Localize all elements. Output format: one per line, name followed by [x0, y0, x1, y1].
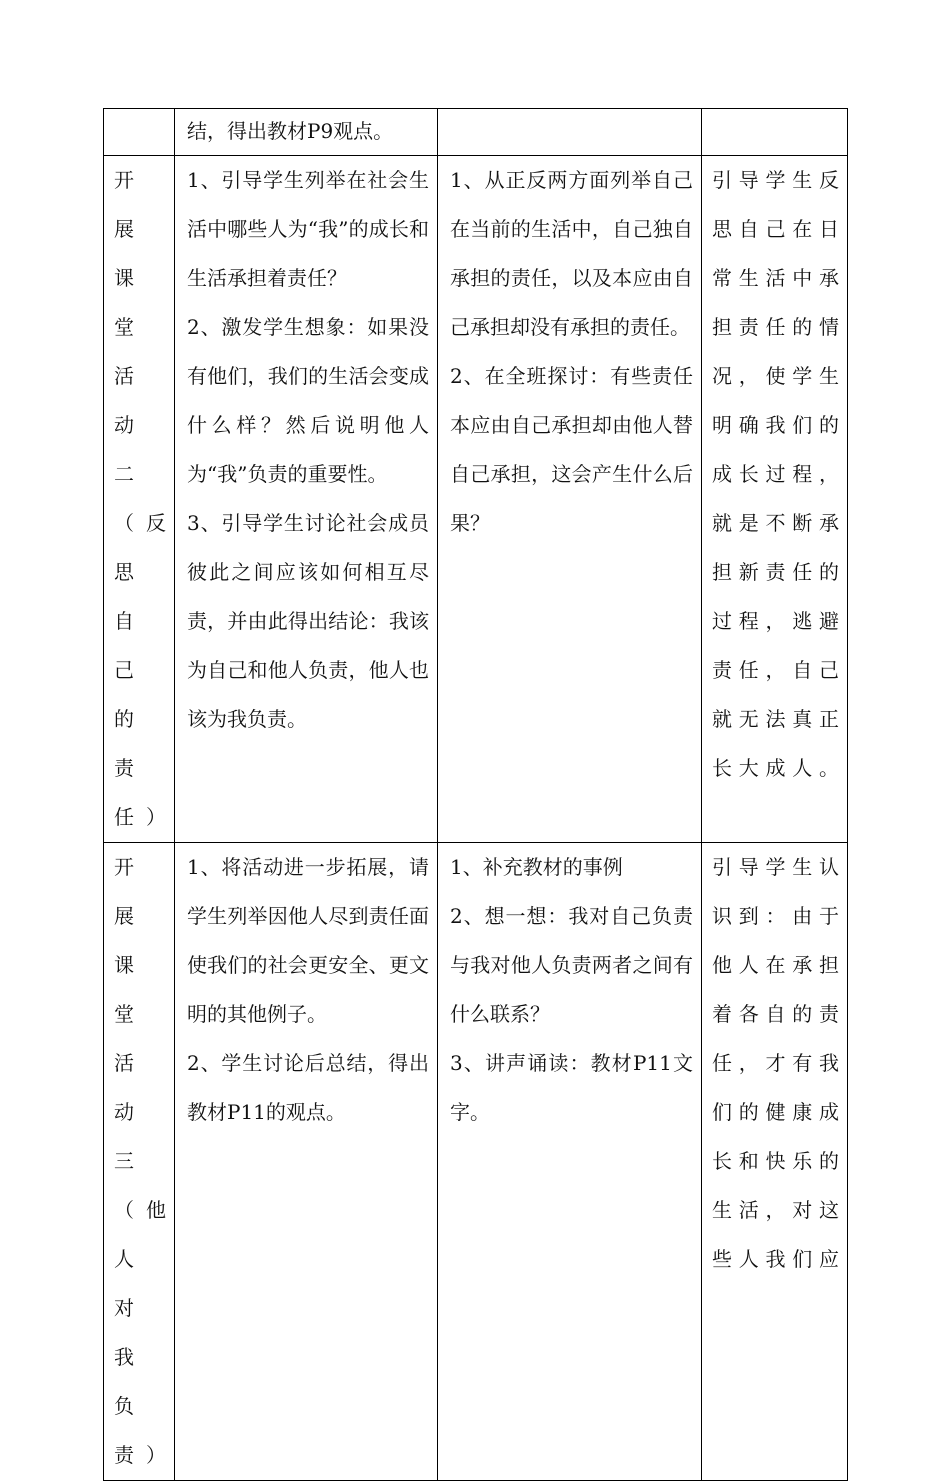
teacher-activity-cell [175, 843, 438, 1481]
teacher-item: 结，得出教材P9观点。 [187, 119, 394, 143]
teacher-item: 2、学生讨论后总结，得出教材P11的观点。 [187, 1051, 429, 1124]
student-activity-cell [438, 843, 702, 1481]
design-intent-cell [702, 843, 848, 1481]
student-item: 1、补充教材的事例 [450, 855, 623, 879]
stage-cell [104, 843, 178, 1481]
design-intent-cell [702, 109, 848, 156]
intent-text: 引导学生反思自己在日常生活中承担责任的情况，使学生明确我们的成长过程，就是不断承担新责任的过程，逃避责任，自己就无法真正长大成人。 [712, 168, 841, 780]
lesson-plan-table [103, 108, 848, 1481]
intent-text: 引导学生认识到：由于他人在承担着各自的责任，才有我们的健康成长和快乐的生活，对这些人我们应 [712, 855, 841, 1271]
student-item: 1、从正反两方面列举自己在当前的生活中，自己独自承担的责任，以及本应由自己承担却没有承担的责任。 [450, 168, 693, 339]
table-row [104, 109, 848, 156]
teacher-activity-cell [175, 109, 438, 156]
stage-cell [104, 156, 178, 843]
design-intent-cell [702, 156, 848, 843]
table-row [104, 843, 848, 1481]
stage-text: 开展课堂活动三（他人对我负责） [114, 855, 178, 1467]
teacher-item: 1、将活动进一步拓展，请学生列举因他人尽到责任面使我们的社会更安全、更文明的其他例子。 [187, 855, 429, 1026]
stage-text: 开展课堂活动二（反思自己的责任） [114, 168, 178, 829]
stage-cell [104, 109, 175, 156]
student-item: 2、想一想：我对自己负责与我对他人负责两者之间有什么联系？ [450, 904, 693, 1026]
teacher-item: 3、引导学生讨论社会成员彼此之间应该如何相互尽责，并由此得出结论：我该为自己和他人负责，他人也该为我负责。 [187, 511, 429, 731]
teacher-item: 1、引导学生列举在社会生活中哪些人为“我”的成长和生活承担着责任？ [187, 168, 429, 290]
teacher-activity-cell [175, 156, 438, 843]
table-row [104, 156, 848, 843]
student-activity-cell [438, 109, 702, 156]
student-activity-cell [438, 156, 702, 843]
student-item: 2、在全班探讨：有些责任本应由自己承担却由他人替自己承担，这会产生什么后果？ [450, 364, 693, 535]
teacher-item: 2、激发学生想象：如果没有他们，我们的生活会变成什么样？然后说明他人为“我”负责的重要性。 [187, 315, 429, 486]
student-item: 3、讲声诵读：教材P11文字。 [450, 1051, 693, 1124]
